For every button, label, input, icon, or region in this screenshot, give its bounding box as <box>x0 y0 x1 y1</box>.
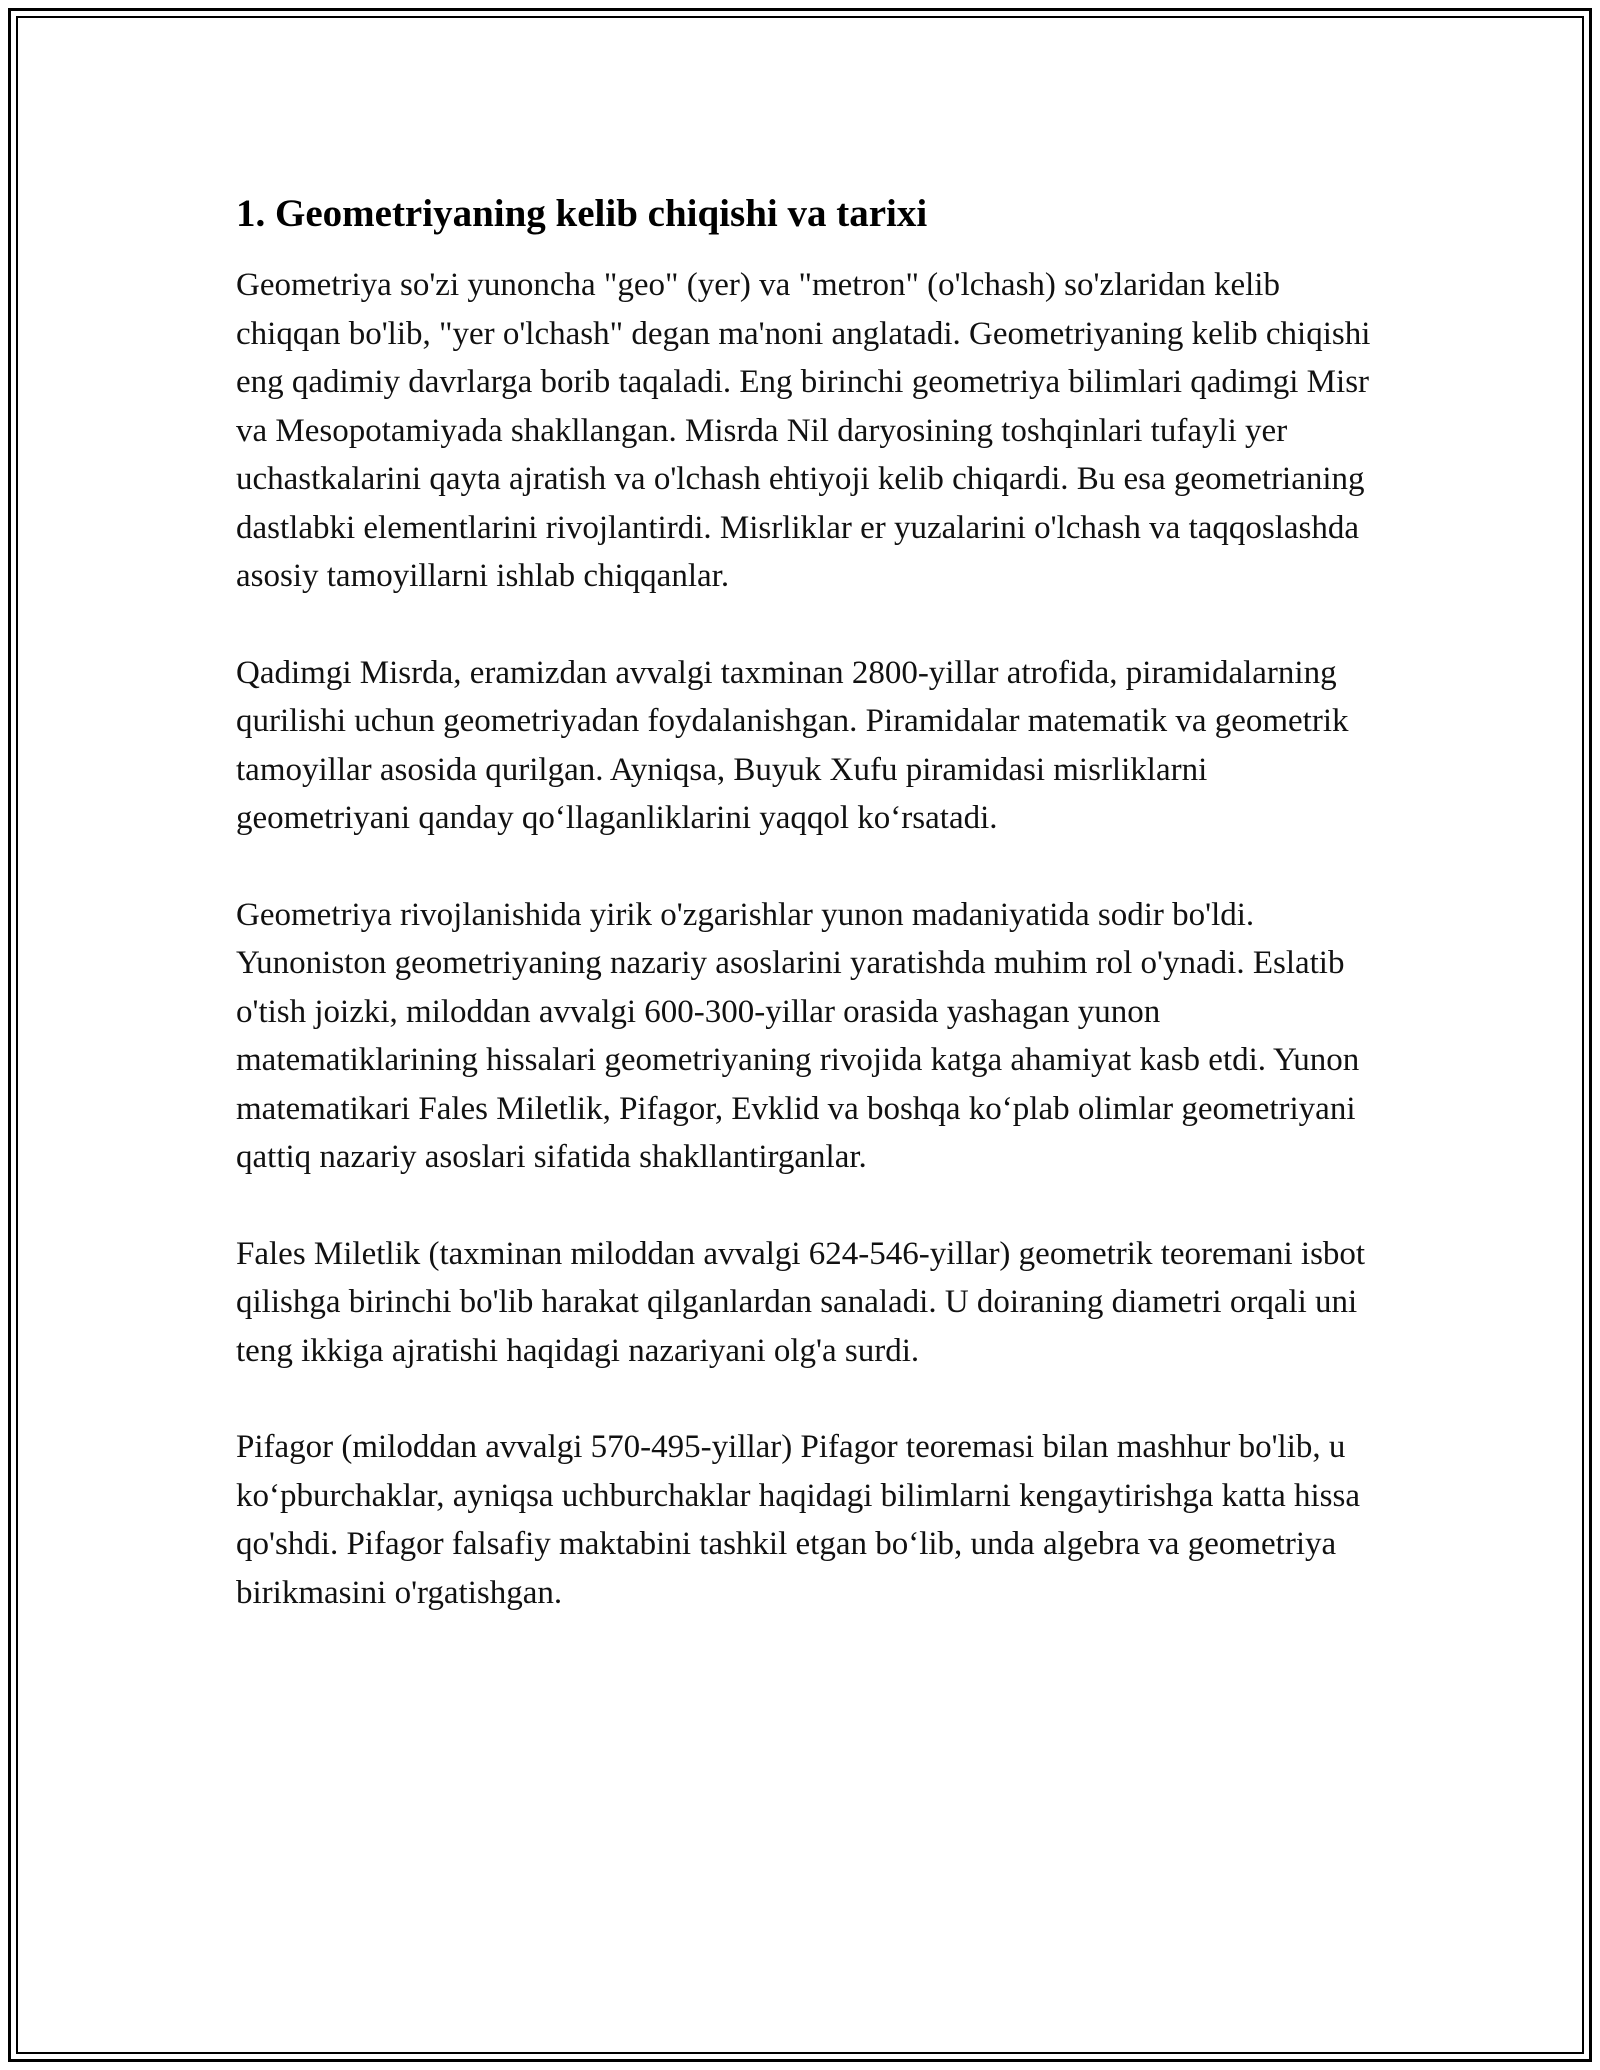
document-body <box>236 186 1376 1665</box>
section-heading: 1. Geometriyaning kelib chiqishi va tarixi <box>236 192 928 235</box>
paragraph-ancient-egypt: Qadimgi Misrda, eramizdan avvalgi taxminan 2800-yillar atrofida, piramidalarning qurilishi uchun geometriyadan foydalanishgan. Piramidalar matematik va geometrik tamoyillar asosida qurilgan. Ayniqsa, Buyuk Xufu piramidasi misrliklarni geometriyani qanday qo‘llaganliklarini yaqqol ko‘rsatadi. <box>236 654 1349 836</box>
paragraph-pythagoras: Pifagor (miloddan avvalgi 570-495-yillar) Pifagor teoremasi bilan mashhur bo'lib, u ko‘pburchaklar, ayniqsa uchburchaklar haqidagi bilimlarni kengaytirishga katta hissa qo'shdi. Pifagor falsafiy maktabini tashkil etgan bo‘lib, unda algebra va geometriya birikmasini o'rgatishgan. <box>236 1429 1360 1611</box>
paragraph-greek-culture: Geometriya rivojlanishida yirik o'zgarishlar yunon madaniyatida sodir bo'ldi. Yunoniston geometriyaning nazariy asoslarini yaratishda muhim rol o'ynadi. Eslatib o'tish joizki, miloddan avvalgi 600-300-yillar orasida yashagan yunon matematiklarining hissalari geometriyaning rivojida katga ahamiyat kasb etdi. Yunon matematikari Fales Miletlik, Pifagor, Evklid va boshqa ko‘plab olimlar geometriyani qattiq nazariy asoslari sifatida shakllantirganlar. <box>236 896 1360 1175</box>
paragraph-thales: Fales Miletlik (taxminan miloddan avvalgi 624-546-yillar) geometrik teoremani isbot qilishga birinchi bo'lib harakat qilganlardan sanaladi. U doiraning diametri orqali uni teng ikkiga ajratishi haqidagi nazariyani olg'a surdi. <box>236 1235 1366 1369</box>
paragraph-etymology: Geometriya so'zi yunoncha "geo" (yer) va "metron" (o'lchash) so'zlaridan kelib chiqqan bo'lib, "yer o'lchash" degan ma'noni anglatadi. Geometriyaning kelib chiqishi eng qadimiy davrlarga borib taqaladi. Eng birinchi geometriya bilimlari qadimgi Misr va Mesopotamiyada shakllangan. Misrda Nil daryosining toshqinlari tufayli yer uchastkalarini qayta ajratish va o'lchash ehtiyoji kelib chiqardi. Bu esa geometrianing dastlabki elementlarini rivojlantirdi. Misrliklar er yuzalarini o'lchash va taqqoslashda asosiy tamoyillarni ishlab chiqqanlar. <box>236 267 1371 594</box>
